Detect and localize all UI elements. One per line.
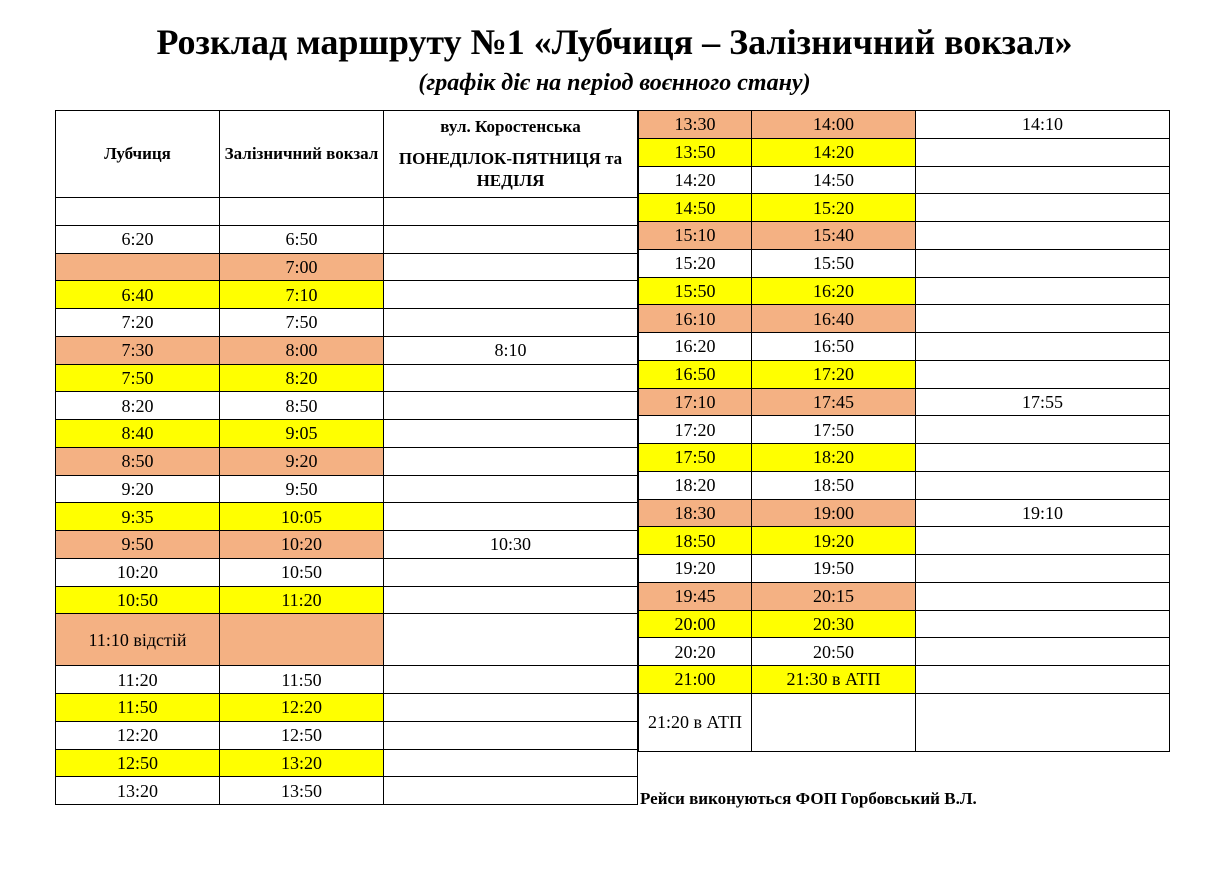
departure-korostenska-cell xyxy=(384,364,638,392)
departure-korostenska-cell xyxy=(384,777,638,805)
departure-lubchytsia-cell: 16:20 xyxy=(639,333,752,361)
header-lubchytsia: Лубчиця xyxy=(56,111,220,198)
departure-railway-station-cell: 20:30 xyxy=(752,610,916,638)
departure-korostenska-cell xyxy=(916,333,1170,361)
table-row xyxy=(639,111,1170,139)
departure-railway-station-cell: 12:20 xyxy=(220,694,384,722)
table-row xyxy=(639,360,1170,388)
table-row xyxy=(56,475,638,503)
departure-lubchytsia-cell: 16:50 xyxy=(639,360,752,388)
departure-lubchytsia-cell: 11:10 відстій xyxy=(56,614,220,666)
departure-railway-station-cell: 15:50 xyxy=(752,249,916,277)
table-row xyxy=(56,586,638,614)
departure-railway-station-cell: 16:20 xyxy=(752,277,916,305)
departure-railway-station-cell: 18:20 xyxy=(752,444,916,472)
departure-korostenska-cell xyxy=(384,614,638,666)
departure-railway-station-cell: 14:00 xyxy=(752,111,916,139)
departure-korostenska-cell xyxy=(916,138,1170,166)
departure-railway-station-cell: 16:40 xyxy=(752,305,916,333)
departure-railway-station-cell: 14:20 xyxy=(752,138,916,166)
departure-railway-station-cell: 20:50 xyxy=(752,638,916,666)
departure-korostenska-cell xyxy=(916,305,1170,333)
schedule-table-left xyxy=(55,110,638,805)
table-row xyxy=(56,721,638,749)
departure-railway-station-cell: 17:45 xyxy=(752,388,916,416)
departure-korostenska-cell: 10:30 xyxy=(384,531,638,559)
departure-railway-station-cell: 10:50 xyxy=(220,558,384,586)
header-row xyxy=(56,111,638,198)
departure-railway-station-cell xyxy=(752,693,916,751)
departure-korostenska-cell xyxy=(384,666,638,694)
departure-korostenska-cell xyxy=(384,475,638,503)
departure-lubchytsia-cell: 15:20 xyxy=(639,249,752,277)
departure-railway-station-cell: 9:20 xyxy=(220,447,384,475)
departure-railway-station-cell: 7:50 xyxy=(220,309,384,337)
table-row xyxy=(639,305,1170,333)
departure-korostenska-cell xyxy=(916,555,1170,583)
table-row xyxy=(56,364,638,392)
departure-lubchytsia-cell: 21:20 в АТП xyxy=(639,693,752,751)
departure-lubchytsia-cell: 17:10 xyxy=(639,388,752,416)
header-days-label: ПОНЕДІЛОК-ПЯТНИЦЯ та НЕДІЛЯ xyxy=(398,149,623,190)
departure-lubchytsia-cell: 11:50 xyxy=(56,694,220,722)
departure-railway-station-cell: 13:50 xyxy=(220,777,384,805)
table-row xyxy=(639,527,1170,555)
departure-korostenska-cell xyxy=(916,527,1170,555)
table-row xyxy=(56,666,638,694)
departure-lubchytsia-cell: 6:20 xyxy=(56,225,220,253)
departure-lubchytsia-cell: 7:20 xyxy=(56,309,220,337)
table-row xyxy=(639,249,1170,277)
departure-railway-station-cell: 11:20 xyxy=(220,586,384,614)
table-row xyxy=(639,416,1170,444)
table-row xyxy=(639,582,1170,610)
table-row xyxy=(56,777,638,805)
departure-railway-station-cell: 12:50 xyxy=(220,721,384,749)
departure-lubchytsia-cell: 12:50 xyxy=(56,749,220,777)
table-row xyxy=(639,693,1170,751)
departure-railway-station-cell: 10:20 xyxy=(220,531,384,559)
departure-lubchytsia-cell: 15:50 xyxy=(639,277,752,305)
table-row xyxy=(56,198,638,226)
departure-korostenska-cell xyxy=(384,281,638,309)
schedule-table-right xyxy=(638,110,1170,752)
departure-railway-station-cell: 17:50 xyxy=(752,416,916,444)
departure-lubchytsia-cell: 19:45 xyxy=(639,582,752,610)
table-row xyxy=(56,336,638,364)
table-row xyxy=(639,194,1170,222)
departure-korostenska-cell xyxy=(916,582,1170,610)
table-row xyxy=(639,499,1170,527)
departure-korostenska-cell xyxy=(384,503,638,531)
table-row xyxy=(639,333,1170,361)
departure-korostenska-cell xyxy=(384,392,638,420)
departure-lubchytsia-cell: 15:10 xyxy=(639,222,752,250)
departure-railway-station-cell: 14:50 xyxy=(752,166,916,194)
departure-lubchytsia-cell: 10:20 xyxy=(56,558,220,586)
departure-korostenska-cell xyxy=(916,194,1170,222)
departure-railway-station-cell: 20:15 xyxy=(752,582,916,610)
departure-lubchytsia-cell: 7:30 xyxy=(56,336,220,364)
departure-lubchytsia-cell: 20:00 xyxy=(639,610,752,638)
departure-lubchytsia-cell: 16:10 xyxy=(639,305,752,333)
header-korostenska xyxy=(384,111,638,198)
table-row xyxy=(639,277,1170,305)
departure-korostenska-cell: 17:55 xyxy=(916,388,1170,416)
departure-korostenska-cell xyxy=(916,471,1170,499)
departure-korostenska-cell xyxy=(916,693,1170,751)
departure-railway-station-cell xyxy=(220,198,384,226)
page-title: Розклад маршруту №1 «Лубчиця – Залізничний вокзал» xyxy=(156,22,1073,62)
table-row xyxy=(639,666,1170,694)
table-row xyxy=(56,392,638,420)
departure-lubchytsia-cell: 13:20 xyxy=(56,777,220,805)
departure-railway-station-cell: 17:20 xyxy=(752,360,916,388)
departure-railway-station-cell: 21:30 в АТП xyxy=(752,666,916,694)
departure-lubchytsia-cell: 7:50 xyxy=(56,364,220,392)
departure-lubchytsia-cell: 18:20 xyxy=(639,471,752,499)
table-row xyxy=(639,444,1170,472)
table-row xyxy=(56,531,638,559)
table-row xyxy=(56,420,638,448)
departure-korostenska-cell xyxy=(384,749,638,777)
table-row xyxy=(639,166,1170,194)
departure-railway-station-cell: 9:05 xyxy=(220,420,384,448)
departure-railway-station-cell: 10:05 xyxy=(220,503,384,531)
page-subtitle: (графік діє на період воєнного стану) xyxy=(418,70,811,96)
departure-railway-station-cell: 7:00 xyxy=(220,253,384,281)
table-row xyxy=(639,138,1170,166)
departure-railway-station-cell: 13:20 xyxy=(220,749,384,777)
table-row xyxy=(56,558,638,586)
departure-korostenska-cell xyxy=(384,447,638,475)
header-railway-station: Залізничний вокзал xyxy=(220,111,384,198)
departure-lubchytsia-cell: 17:50 xyxy=(639,444,752,472)
departure-korostenska-cell xyxy=(384,198,638,226)
table-row xyxy=(56,694,638,722)
table-row xyxy=(639,555,1170,583)
table-row xyxy=(639,222,1170,250)
table-row xyxy=(639,638,1170,666)
departure-korostenska-cell xyxy=(916,610,1170,638)
departure-korostenska-cell xyxy=(916,444,1170,472)
table-row xyxy=(639,471,1170,499)
departure-korostenska-cell xyxy=(916,638,1170,666)
departure-lubchytsia-cell: 13:30 xyxy=(639,111,752,139)
departure-railway-station-cell: 7:10 xyxy=(220,281,384,309)
departure-lubchytsia-cell: 12:20 xyxy=(56,721,220,749)
departure-korostenska-cell: 8:10 xyxy=(384,336,638,364)
departure-lubchytsia-cell: 6:40 xyxy=(56,281,220,309)
table-row xyxy=(56,749,638,777)
departure-railway-station-cell: 19:00 xyxy=(752,499,916,527)
departure-lubchytsia-cell: 11:20 xyxy=(56,666,220,694)
departure-korostenska-cell xyxy=(384,309,638,337)
departure-lubchytsia-cell: 9:35 xyxy=(56,503,220,531)
departure-railway-station-cell: 18:50 xyxy=(752,471,916,499)
departure-korostenska-cell xyxy=(916,666,1170,694)
operator-note: Рейси виконуються ФОП Горбовський В.Л. xyxy=(640,789,977,808)
departure-korostenska-cell xyxy=(384,225,638,253)
departure-railway-station-cell: 19:50 xyxy=(752,555,916,583)
departure-railway-station-cell: 16:50 xyxy=(752,333,916,361)
departure-korostenska-cell xyxy=(916,360,1170,388)
departure-railway-station-cell xyxy=(220,614,384,666)
departure-railway-station-cell: 8:00 xyxy=(220,336,384,364)
departure-lubchytsia-cell: 17:20 xyxy=(639,416,752,444)
departure-railway-station-cell: 15:20 xyxy=(752,194,916,222)
departure-korostenska-cell xyxy=(916,249,1170,277)
table-row xyxy=(56,225,638,253)
departure-lubchytsia-cell: 9:50 xyxy=(56,531,220,559)
table-row xyxy=(56,281,638,309)
departure-lubchytsia-cell: 14:20 xyxy=(639,166,752,194)
table-row xyxy=(639,610,1170,638)
table-row xyxy=(639,388,1170,416)
departure-lubchytsia-cell: 9:20 xyxy=(56,475,220,503)
departure-lubchytsia-cell: 18:30 xyxy=(639,499,752,527)
departure-korostenska-cell xyxy=(916,277,1170,305)
table-row xyxy=(56,614,638,666)
departure-lubchytsia-cell: 21:00 xyxy=(639,666,752,694)
departure-railway-station-cell: 9:50 xyxy=(220,475,384,503)
departure-korostenska-cell: 14:10 xyxy=(916,111,1170,139)
departure-lubchytsia-cell: 8:40 xyxy=(56,420,220,448)
departure-korostenska-cell xyxy=(384,558,638,586)
table-row xyxy=(56,447,638,475)
departure-lubchytsia-cell xyxy=(56,253,220,281)
departure-korostenska-cell xyxy=(916,416,1170,444)
departure-railway-station-cell: 8:50 xyxy=(220,392,384,420)
departure-korostenska-cell xyxy=(384,586,638,614)
departure-lubchytsia-cell xyxy=(56,198,220,226)
table-row xyxy=(56,309,638,337)
table-row xyxy=(56,503,638,531)
departure-korostenska-cell xyxy=(384,253,638,281)
departure-korostenska-cell xyxy=(916,166,1170,194)
departure-railway-station-cell: 8:20 xyxy=(220,364,384,392)
departure-korostenska-cell xyxy=(384,694,638,722)
departure-lubchytsia-cell: 14:50 xyxy=(639,194,752,222)
departure-railway-station-cell: 15:40 xyxy=(752,222,916,250)
departure-lubchytsia-cell: 10:50 xyxy=(56,586,220,614)
departure-railway-station-cell: 11:50 xyxy=(220,666,384,694)
departure-lubchytsia-cell: 8:20 xyxy=(56,392,220,420)
departure-lubchytsia-cell: 8:50 xyxy=(56,447,220,475)
departure-korostenska-cell xyxy=(384,420,638,448)
departure-lubchytsia-cell: 19:20 xyxy=(639,555,752,583)
departure-railway-station-cell: 6:50 xyxy=(220,225,384,253)
departure-railway-station-cell: 19:20 xyxy=(752,527,916,555)
departure-lubchytsia-cell: 18:50 xyxy=(639,527,752,555)
table-row xyxy=(56,253,638,281)
header-street-label: вул. Коростенська xyxy=(440,117,581,136)
departure-korostenska-cell xyxy=(384,721,638,749)
departure-lubchytsia-cell: 13:50 xyxy=(639,138,752,166)
departure-lubchytsia-cell: 20:20 xyxy=(639,638,752,666)
departure-korostenska-cell xyxy=(916,222,1170,250)
departure-korostenska-cell: 19:10 xyxy=(916,499,1170,527)
